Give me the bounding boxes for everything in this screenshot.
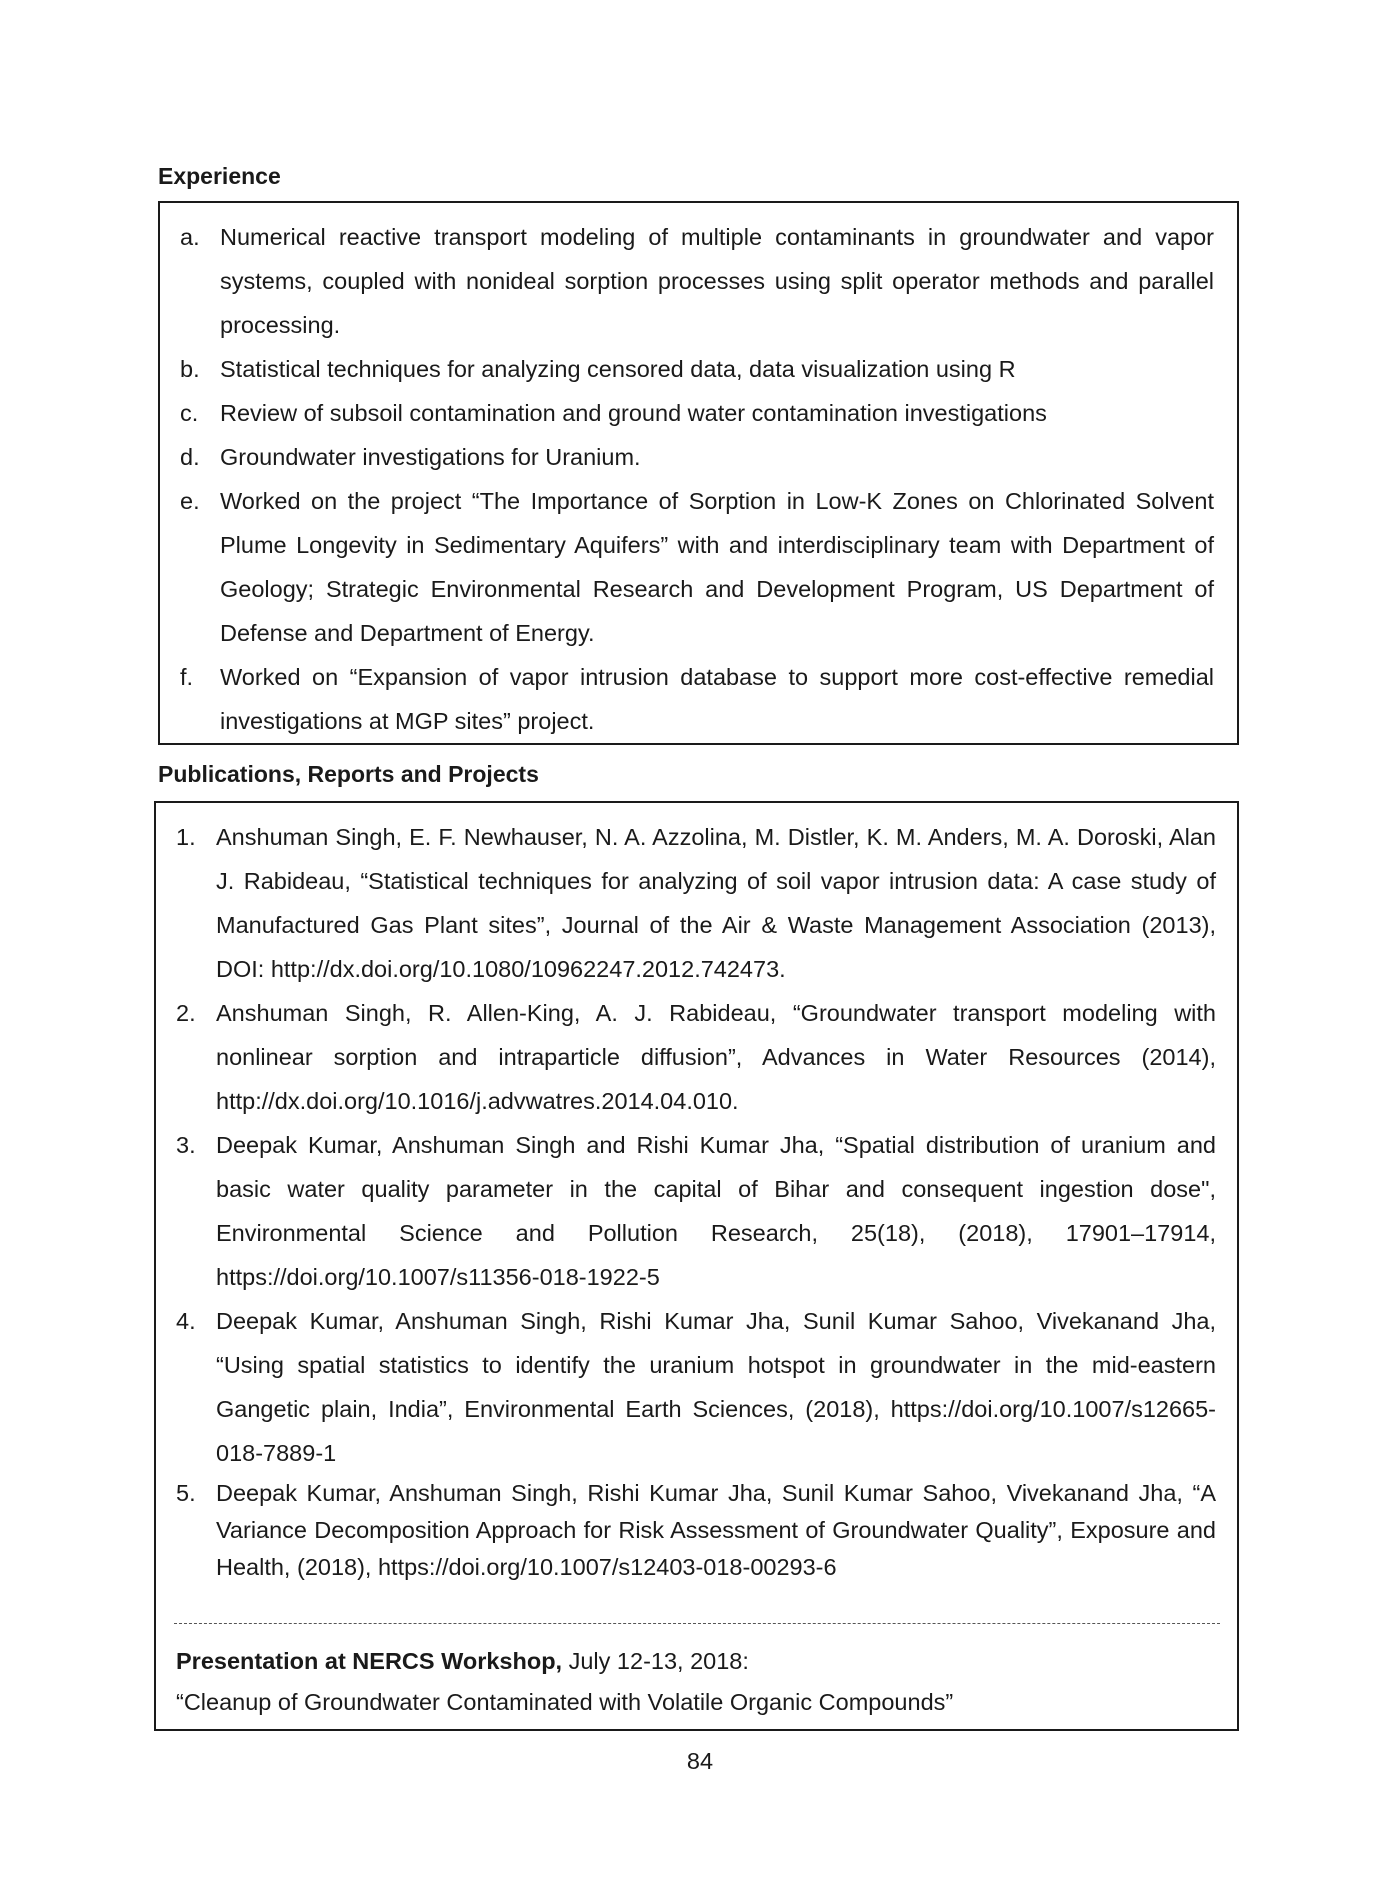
experience-item: [180, 655, 1214, 743]
list-marker: 3.: [176, 1132, 196, 1158]
publication-item: [176, 1123, 1216, 1299]
experience-item: [180, 347, 1214, 391]
experience-item-text: Worked on “Expansion of vapor intrusion database to support more cost-effective remedial investigations at MGP sites” project.: [220, 664, 1214, 734]
list-marker: a.: [180, 224, 200, 250]
publication-item-text: Deepak Kumar, Anshuman Singh, Rishi Kumar Jha, Sunil Kumar Sahoo, Vivekanand Jha, “Using spatial statistics to identify the uranium hotspot in groundwater in the mid-eastern Gangetic plain, India”, Environmental Earth Sciences, (2018), https://doi.org/10.1007/s12665-018-7889-1: [216, 1308, 1216, 1466]
experience-item: [180, 479, 1214, 655]
publication-item-text: Deepak Kumar, Anshuman Singh and Rishi Kumar Jha, “Spatial distribution of uranium and basic water quality parameter in the capital of Bihar and consequent ingestion dose", Environmental Science and Pollution Research, 25(18), (2018), 17901–17914, https://doi.org/10.1007/s11356-018-1922-5: [216, 1132, 1216, 1290]
publication-item: [176, 991, 1216, 1123]
experience-item-text: Worked on the project “The Importance of Sorption in Low-K Zones on Chlorinated Solvent Plume Longevity in Sedimentary Aquifers” with and interdisciplinary team with Department of Geology; Strategic Environmental Research and Development Program, US Department of Defense and Department of Energy.: [220, 488, 1214, 646]
experience-item-text: Groundwater investigations for Uranium.: [220, 444, 641, 470]
list-marker: d.: [180, 444, 200, 470]
list-marker: 5.: [176, 1480, 196, 1506]
presentation-date: July 12-13, 2018:: [562, 1648, 749, 1674]
publication-item: [176, 1299, 1216, 1475]
publication-item: [176, 815, 1216, 991]
list-marker: 1.: [176, 824, 196, 850]
experience-item-text: Numerical reactive transport modeling of multiple contaminants in groundwater and vapor systems, coupled with nonideal sorption processes using split operator methods and parallel processing.: [220, 224, 1214, 338]
experience-item: [180, 435, 1214, 479]
list-marker: 4.: [176, 1308, 196, 1334]
publications-box: [154, 801, 1239, 1731]
list-marker: b.: [180, 356, 200, 382]
presentation-line: [176, 1646, 749, 1676]
list-marker: f.: [180, 664, 194, 690]
experience-item-text: Statistical techniques for analyzing censored data, data visualization using R: [220, 356, 1016, 382]
publication-item: [176, 1475, 1216, 1586]
experience-list: [180, 215, 1214, 743]
list-marker: e.: [180, 488, 200, 514]
experience-item: [180, 215, 1214, 347]
divider: [174, 1623, 1220, 1624]
list-marker: 2.: [176, 1000, 196, 1026]
publications-list: [176, 815, 1216, 1586]
publication-item-text: Anshuman Singh, E. F. Newhauser, N. A. Azzolina, M. Distler, K. M. Anders, M. A. Doroski, Alan J. Rabideau, “Statistical techniques for analyzing of soil vapor intrusion data: A case study of Manufactured Gas Plant sites”, Journal of the Air & Waste Management Association (2013), DOI: http://dx.doi.org/10.1080/10962247.2012.742473.: [216, 824, 1216, 982]
experience-item: [180, 391, 1214, 435]
publication-item-text: Anshuman Singh, R. Allen-King, A. J. Rabideau, “Groundwater transport modeling with nonlinear sorption and intraparticle diffusion”, Advances in Water Resources (2014), http://dx.doi.org/10.1016/j.advwatres.2014.04.010.: [216, 1000, 1216, 1114]
experience-item-text: Review of subsoil contamination and ground water contamination investigations: [220, 400, 1047, 426]
presentation-title: “Cleanup of Groundwater Contaminated with Volatile Organic Compounds”: [176, 1689, 954, 1715]
page-number: 84: [686, 1748, 714, 1774]
list-marker: c.: [180, 400, 199, 426]
publication-item-text: Deepak Kumar, Anshuman Singh, Rishi Kumar Jha, Sunil Kumar Sahoo, Vivekanand Jha, “A Variance Decomposition Approach for Risk Assessment of Groundwater Quality”, Exposure and Health, (2018), https://doi.org/10.1007/s12403-018-00293-6: [216, 1480, 1216, 1580]
presentation-label: Presentation at NERCS Workshop,: [176, 1648, 563, 1674]
experience-heading: Experience: [158, 163, 281, 189]
experience-box: [158, 201, 1239, 745]
publications-heading: Publications, Reports and Projects: [158, 761, 539, 787]
